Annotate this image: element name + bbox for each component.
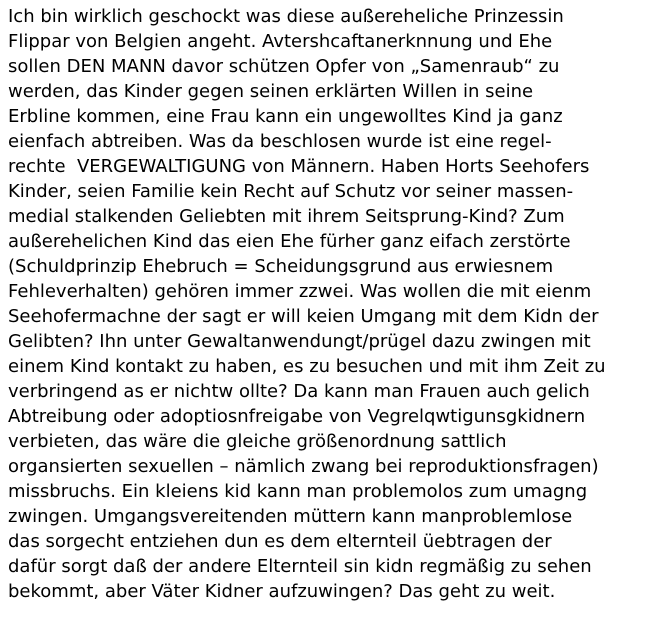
text-line: Gelibten? Ihn unter Gewaltanwendungt/prügel dazu zwingen mit — [8, 331, 591, 352]
text-line: Flippar von Belgien angeht. Avtershcaftanerknnung und Ehe — [8, 31, 553, 52]
text-line: verbieten, das wäre die gleiche größenordnung sattlich — [8, 431, 507, 452]
text-line: organsierten sexuellen – nämlich zwang bei reproduktionsfragen) — [8, 456, 599, 477]
text-line: rechte VERGEWALTIGUNG von Männern. Haben Horts Seehofers — [8, 156, 590, 177]
text-line: Kinder, seien Familie kein Recht auf Schutz vor seiner massen- — [8, 181, 574, 202]
text-line: dafür sorgt daß der andere Elternteil sin kidn regmäßig zu sehen — [8, 556, 592, 577]
text-line: außerehelichen Kind das eien Ehe fürher ganz eifach zerstörte — [8, 231, 571, 252]
text-line: (Schuldprinzip Ehebruch = Scheidungsgrund aus erwiesnem — [8, 256, 554, 277]
text-line: werden, das Kinder gegen seinen erklärten Willen in seine — [8, 81, 534, 102]
text-line: einem Kind kontakt zu haben, es zu besuchen und mit ihm Zeit zu — [8, 356, 606, 377]
text-line: zwingen. Umgangsvereitenden müttern kann manproblemlose — [8, 506, 573, 527]
text-line: Seehofermachne der sagt er will keien Umgang mit dem Kidn der — [8, 306, 599, 327]
text-line: eienfach abtreiben. Was da beschlosen wurde ist eine regel- — [8, 131, 552, 152]
text-line: Fehleverhalten) gehören immer zzwei. Was wollen die mit eienm — [8, 281, 592, 302]
text-line: medial stalkenden Geliebten mit ihrem Seitsprung-Kind? Zum — [8, 206, 565, 227]
text-line: sollen DEN MANN davor schützen Opfer von „Samenraub“ zu — [8, 56, 560, 77]
text-line: Abtreibung oder adoptiosnfreigabe von Vegrelqwtigunsgkidnern — [8, 406, 586, 427]
text-line: bekommt, aber Väter Kidner aufzuwingen? Das geht zu weit. — [8, 581, 556, 602]
document-body — [8, 4, 660, 604]
text-line: verbringend as er nichtw ollte? Da kann man Frauen auch gelich — [8, 381, 590, 402]
text-line: Ich bin wirklich geschockt was diese außereheliche Prinzessin — [8, 6, 564, 27]
text-line: missbruchs. Ein kleiens kid kann man problemolos zum umagng — [8, 481, 588, 502]
text-line: Erbline kommen, eine Frau kann ein ungewolltes Kind ja ganz — [8, 106, 563, 127]
text-line: das sorgecht entziehen dun es dem elternteil üebtragen der — [8, 531, 552, 552]
